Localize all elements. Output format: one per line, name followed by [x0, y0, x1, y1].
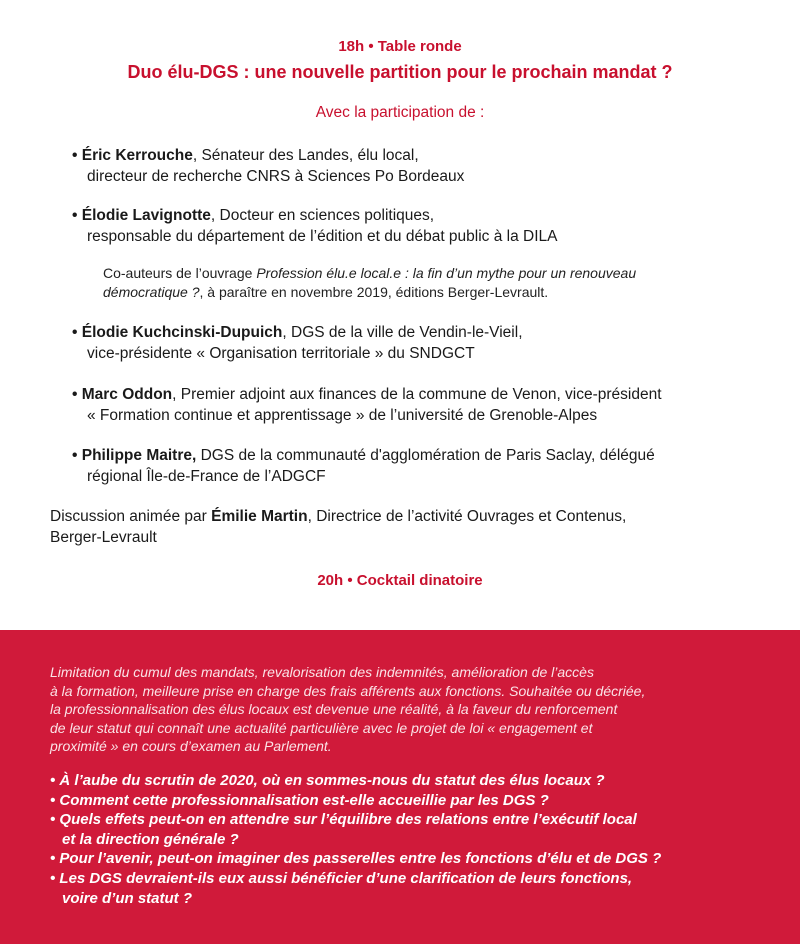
moderator-org: Berger-Levrault — [50, 529, 157, 546]
question-text: • À l’aube du scrutin de 2020, où en sommes-nous du statut des élus locaux ? — [50, 772, 605, 789]
speaker-role: DGS de la communauté d'agglomération de Paris Saclay, délégué — [196, 447, 655, 464]
speaker-role-line2: vice-présidente « Organisation territoriale » du SNDGCT — [87, 345, 475, 362]
roundtable-title: Duo élu-DGS : une nouvelle partition pour le prochain mandat ? — [127, 62, 673, 82]
question-text-line2: et la direction générale ? — [62, 830, 239, 848]
book-title: Profession élu.e local.e : la fin d’un mythe pour un renouveau — [256, 265, 637, 281]
speaker-role-line2: responsable du département de l’édition et du débat public à la DILA — [87, 228, 558, 245]
context-band — [0, 630, 800, 944]
speaker-role: , Sénateur des Landes, élu local, — [192, 147, 419, 164]
participants-intro: Avec la participation de : — [315, 104, 485, 121]
speaker-role: , Docteur en sciences politiques, — [210, 207, 435, 224]
speaker-item — [72, 445, 772, 487]
speaker-item — [72, 322, 772, 364]
context-paragraph — [50, 663, 770, 756]
context-line: Limitation du cumul des mandats, revalorisation des indemnités, amélioration de l’accès — [50, 664, 594, 680]
speaker-item — [72, 145, 772, 187]
coauthors-suffix: , à paraître en novembre 2019, éditions Berger-Levrault. — [199, 284, 549, 300]
moderator-role: , Directrice de l’activité Ouvrages et Contenus, — [307, 508, 627, 525]
cocktail-time: 20h • Cocktail dinatoire — [317, 572, 483, 589]
roundtable-time: 18h • Table ronde — [338, 38, 462, 55]
question-text: • Quels effets peut-on en attendre sur l’équilibre des relations entre l’exécutif local — [50, 811, 637, 829]
speaker-role-line2: « Formation continue et apprentissage » de l’université de Grenoble-Alpes — [87, 407, 598, 424]
question-item — [50, 810, 770, 849]
speaker-role-line2: directeur de recherche CNRS à Sciences Po Bordeaux — [87, 168, 465, 185]
speaker-role: , DGS de la ville de Vendin-le-Vieil, — [282, 324, 523, 341]
speaker-item — [72, 384, 772, 426]
moderator-name: Émilie Martin — [211, 508, 308, 525]
question-item — [50, 869, 770, 908]
context-line: proximité » en cours d’examen au Parlement. — [50, 738, 332, 755]
question-text-line2: voire d’un statut ? — [62, 889, 193, 907]
speaker-role: , Premier adjoint aux finances de la commune de Venon, vice-président — [172, 386, 662, 403]
coauthors-note — [103, 264, 783, 302]
question-item — [50, 849, 770, 869]
speaker-name: • Élodie Lavignotte — [72, 207, 211, 224]
context-line: de leur statut qui connaît une actualité particulière avec le projet de loi « engagement et — [50, 719, 593, 736]
discussion-prefix: Discussion animée par — [50, 508, 212, 525]
question-text: • Les DGS devraient-ils eux aussi bénéficier d’une clarification de leurs fonctions, — [50, 869, 633, 887]
question-item — [50, 791, 770, 811]
discussion-credit — [50, 506, 770, 548]
speaker-name: • Élodie Kuchcinski-Dupuich — [72, 324, 283, 341]
speaker-name: • Philippe Maitre, — [72, 447, 197, 464]
question-text: • Pour l’avenir, peut-on imaginer des passerelles entre les fonctions d’élu et de DGS ? — [50, 850, 662, 868]
speaker-role-line2: régional Île-de-France de l’ADGCF — [87, 468, 326, 485]
book-title-line2: démocratique ? — [103, 284, 200, 300]
speaker-name: • Éric Kerrouche — [72, 147, 193, 164]
questions-list — [50, 771, 770, 908]
coauthors-prefix: Co-auteurs de l’ouvrage — [103, 265, 257, 281]
context-line: à la formation, meilleure prise en charge des frais afférents aux fonctions. Souhaitée ou décriée, — [50, 682, 646, 699]
question-text: • Comment cette professionnalisation est-elle accueillie par les DGS ? — [50, 791, 549, 809]
speaker-item — [72, 205, 772, 247]
context-line: la professionnalisation des élus locaux est devenue une réalité, à la faveur du renforcement — [50, 701, 618, 718]
question-item — [50, 771, 770, 791]
speaker-name: • Marc Oddon — [72, 386, 173, 403]
